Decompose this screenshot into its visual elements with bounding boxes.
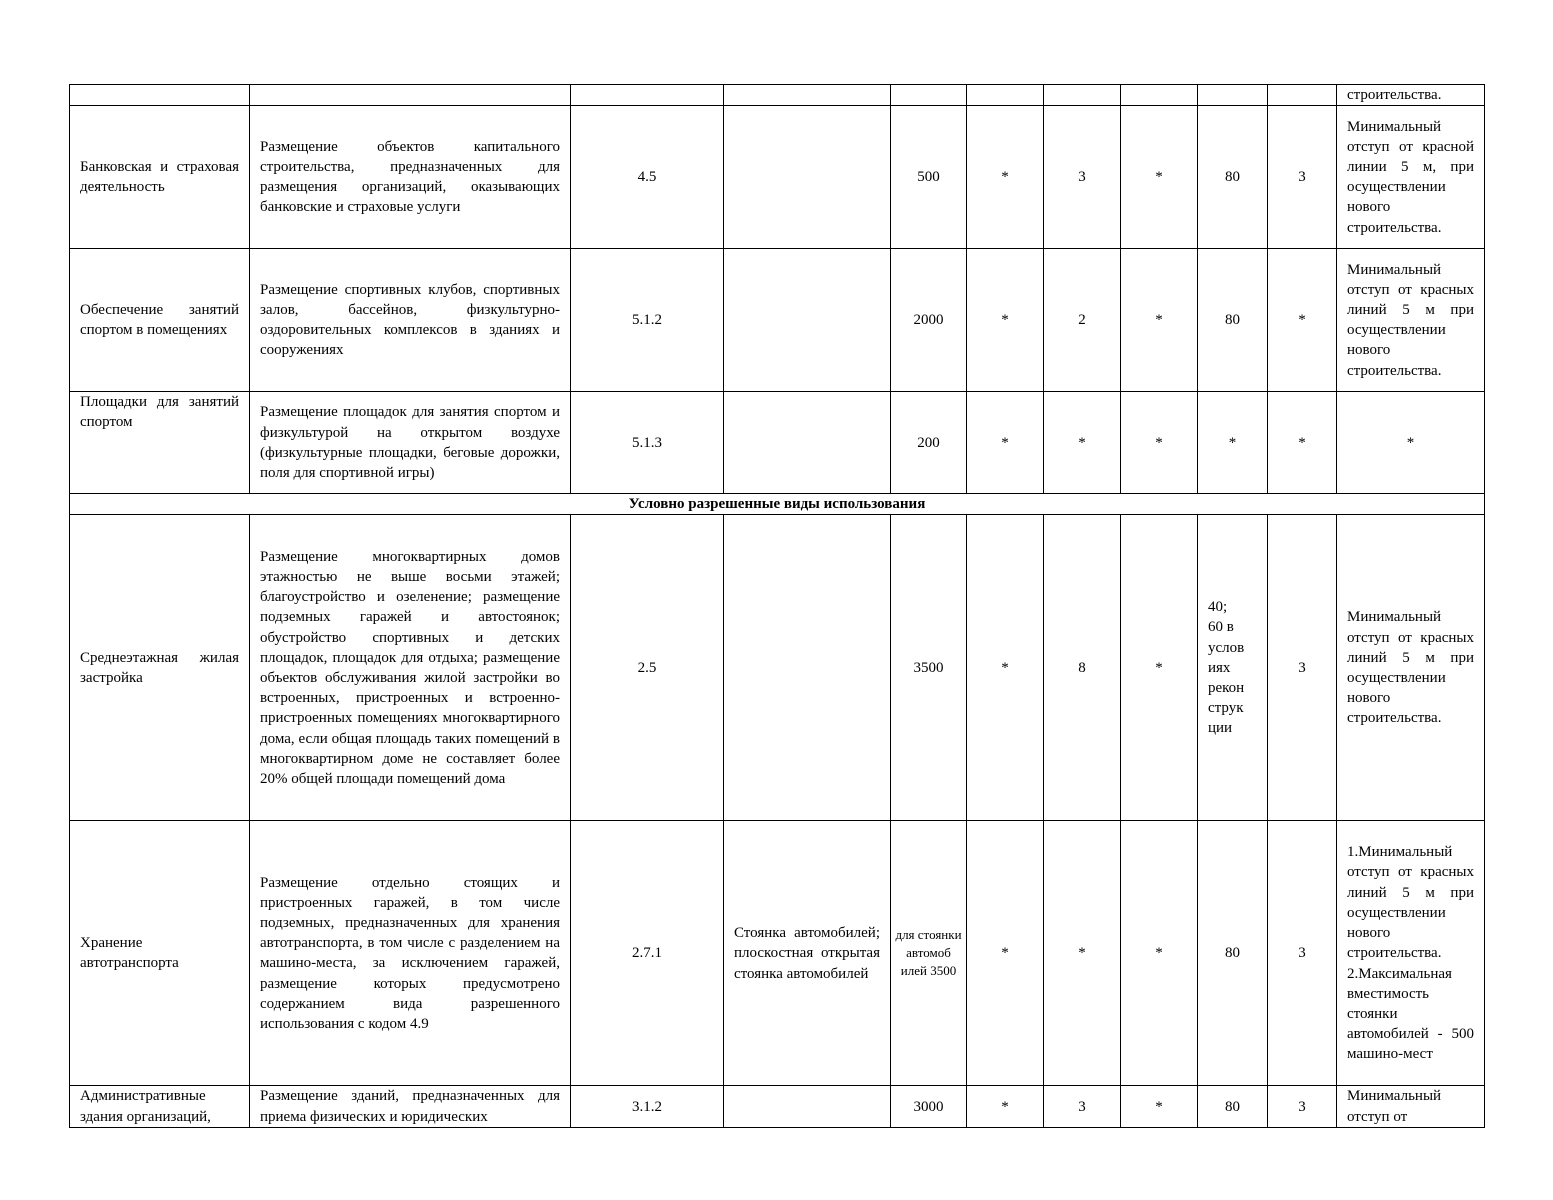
description-cell: Размещение объектов капитального строительства, предназначенных для размещения организаций, оказывающих банковские и страховые услуги: [250, 106, 571, 249]
param-cell: [1198, 85, 1268, 106]
param-cell: 8: [1044, 515, 1121, 821]
name-cell: Среднеэтажная жилая застройка: [70, 515, 250, 821]
param-cell: 2: [1044, 249, 1121, 392]
name-cell: Площадки для занятий спортом: [70, 392, 250, 494]
table-row: [70, 106, 1485, 249]
param-cell: 3: [1268, 515, 1337, 821]
code-cell: 2.5: [571, 515, 724, 821]
name-cell: Хранение автотранспорта: [70, 821, 250, 1086]
aux-cell: [724, 515, 891, 821]
aux-cell: [724, 249, 891, 392]
param-cell: [967, 85, 1044, 106]
area-cell: 2000: [891, 249, 967, 392]
table-row: [70, 392, 1485, 494]
param-cell: *: [967, 821, 1044, 1086]
description-cell: Размещение многоквартирных домов этажностью не выше восьми этажей; благоустройство и озеленение; размещение подземных гаражей и автостоянок; обустройство спортивных и детских площадок, площадок для отдыха; размещение объектов обслуживания жилой застройки во встроенных, пристроенных и встроенно-пристроенных помещениях многоквартирного дома, если общая площадь таких помещений в многоквартирном доме не составляет более 20% общей площади помещений дома: [250, 515, 571, 821]
param-cell: *: [1121, 249, 1198, 392]
code-cell: 2.7.1: [571, 821, 724, 1086]
note-cell: Минимальный отступ от красной линии 5 м, при осуществлении нового строительства.: [1337, 106, 1485, 249]
name-cell: Банковская и страховая деятельность: [70, 106, 250, 249]
param-cell: 3: [1044, 106, 1121, 249]
table-row: [70, 249, 1485, 392]
description-cell: Размещение зданий, предназначенных для приема физических и юридических: [250, 1086, 571, 1127]
param-cell: *: [967, 106, 1044, 249]
aux-cell: [724, 106, 891, 249]
param-cell: *: [1198, 392, 1268, 494]
param-cell: *: [1268, 392, 1337, 494]
param-cell: 3: [1268, 821, 1337, 1086]
code-cell: [571, 85, 724, 106]
code-cell: 5.1.3: [571, 392, 724, 494]
param-cell: *: [967, 249, 1044, 392]
description-cell: [250, 85, 571, 106]
param-cell: [1121, 85, 1198, 106]
table-row: [70, 821, 1485, 1086]
area-cell: для стоянки автомоб илей 3500: [891, 821, 967, 1086]
aux-cell: [724, 85, 891, 106]
param-cell: *: [967, 515, 1044, 821]
param-cell: 3: [1268, 1086, 1337, 1127]
table-row: [70, 1086, 1485, 1127]
name-cell: [70, 85, 250, 106]
param-cell: *: [1121, 821, 1198, 1086]
area-cell: 3000: [891, 1086, 967, 1127]
area-cell: [891, 85, 967, 106]
param-cell: *: [1121, 106, 1198, 249]
note-cell: *: [1337, 392, 1485, 494]
param-cell: *: [1268, 249, 1337, 392]
code-cell: 3.1.2: [571, 1086, 724, 1127]
area-cell: 200: [891, 392, 967, 494]
param-cell: [1044, 85, 1121, 106]
table-row: [70, 85, 1485, 106]
section-title: Условно разрешенные виды использования: [70, 494, 1485, 515]
aux-cell: [724, 392, 891, 494]
note-cell: 1.Минимальный отступ от красных линий 5 м при осуществлении нового строительства. 2.Максимальная вместимость стоянки автомобилей - 500 машино-мест: [1337, 821, 1485, 1086]
note-cell: Минимальный отступ от красных линий 5 м при осуществлении нового строительства.: [1337, 515, 1485, 821]
param-cell: [1268, 85, 1337, 106]
param-cell: 80: [1198, 106, 1268, 249]
param-cell: *: [1121, 1086, 1198, 1127]
param-cell: 80: [1198, 1086, 1268, 1127]
description-cell: Размещение спортивных клубов, спортивных залов, бассейнов, физкультурно-оздоровительных комплексов в зданиях и сооружениях: [250, 249, 571, 392]
param-cell: 80: [1198, 821, 1268, 1086]
zoning-table: [69, 84, 1485, 1128]
section-row: [70, 494, 1485, 515]
area-cell: 500: [891, 106, 967, 249]
code-cell: 4.5: [571, 106, 724, 249]
note-cell: строительства.: [1337, 85, 1485, 106]
param-cell: *: [1121, 392, 1198, 494]
param-cell: 40; 60 в услов иях рекон струк ции: [1198, 515, 1268, 821]
area-cell: 3500: [891, 515, 967, 821]
description-cell: Размещение площадок для занятия спортом и физкультурой на открытом воздухе (физкультурные площадки, беговые дорожки, поля для спортивной игры): [250, 392, 571, 494]
table-row: [70, 515, 1485, 821]
aux-cell: [724, 1086, 891, 1127]
name-cell: Обеспечение занятий спортом в помещениях: [70, 249, 250, 392]
param-cell: *: [1044, 392, 1121, 494]
note-cell: Минимальный отступ от красных линий 5 м при осуществлении нового строительства.: [1337, 249, 1485, 392]
code-cell: 5.1.2: [571, 249, 724, 392]
param-cell: *: [967, 1086, 1044, 1127]
param-cell: *: [967, 392, 1044, 494]
param-cell: 3: [1044, 1086, 1121, 1127]
param-cell: *: [1121, 515, 1198, 821]
param-cell: 80: [1198, 249, 1268, 392]
note-cell: Минимальный отступ от: [1337, 1086, 1485, 1127]
param-cell: *: [1044, 821, 1121, 1086]
param-cell: 3: [1268, 106, 1337, 249]
aux-cell: Стоянка автомобилей; плоскостная открытая стоянка автомобилей: [724, 821, 891, 1086]
name-cell: Административные здания организаций,: [70, 1086, 250, 1127]
description-cell: Размещение отдельно стоящих и пристроенных гаражей, в том числе подземных, предназначенных для хранения автотранспорта, в том числе с разделением на машино-места, за исключением гаражей, размещение которых предусмотрено содержанием вида разрешенного использования с кодом 4.9: [250, 821, 571, 1086]
